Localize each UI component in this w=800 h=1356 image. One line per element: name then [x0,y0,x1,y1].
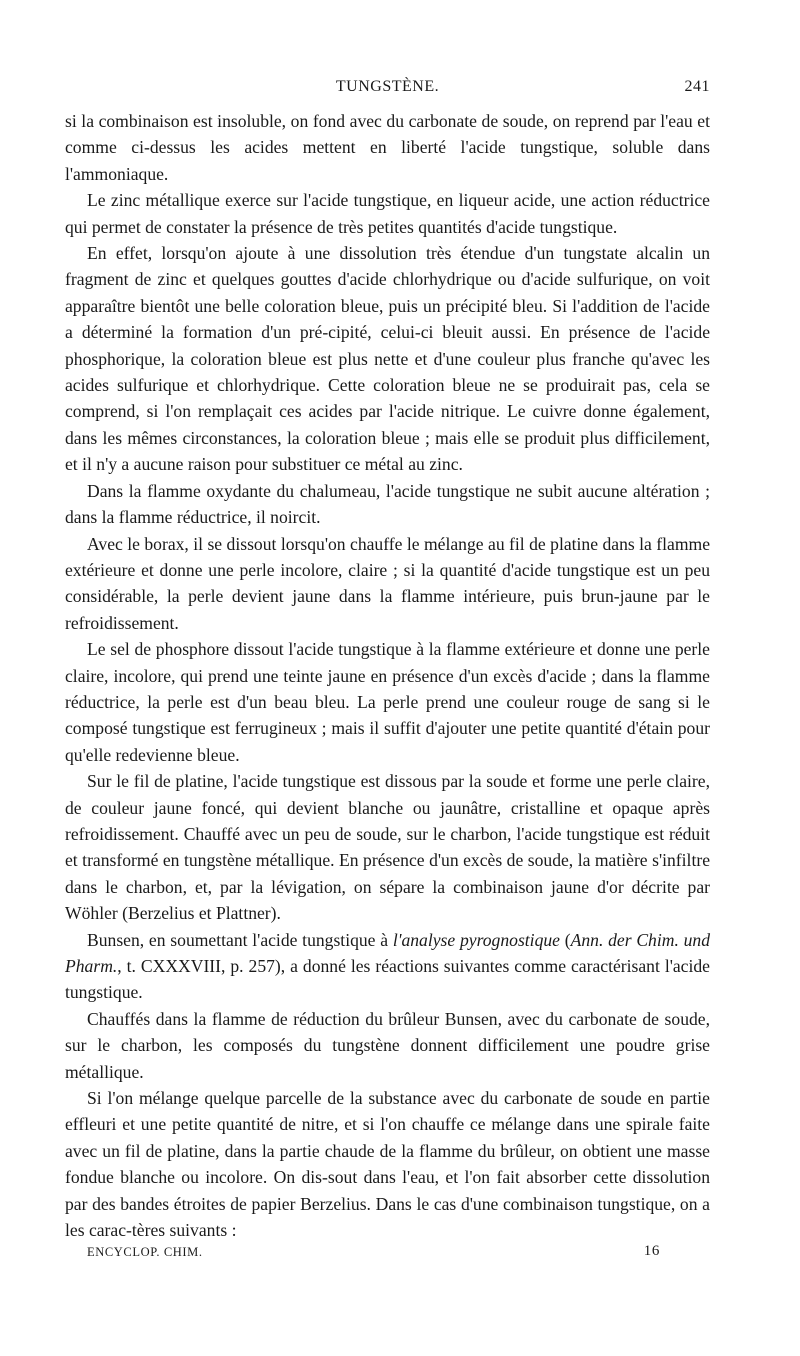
paragraph: si la combinaison est insoluble, on fond avec du carbonate de soude, on reprend par l'eau et comme ci-dessus les acides mettent en liberté l'acide tungstique, soluble dans l'ammoniaque. [65,111,710,184]
page-number: 241 [684,78,710,95]
paragraph: Dans la flamme oxydante du chalumeau, l'acide tungstique ne subit aucune altération ; dans la flamme réductrice, il noircit. [65,480,710,528]
body-text [65,108,710,1243]
paragraph: Si l'on mélange quelque parcelle de la substance avec du carbonate de soude en partie effleuri et une petite quantité de nitre, et si l'on chauffe ce mélange dans une spirale faite avec un fil de platine, dans la partie chaude de la flamme du brûleur, on obtient une masse fondue blanche ou incolore. On dis-sout dans l'eau, et l'on fait absorber cette dissolution par des bandes étroites de papier Berzelius. Dans le cas d'une combinaison tungstique, on a les carac-tères suivants : [65,1088,710,1241]
printer-signature: ENCYCLOP. CHIM. [87,1245,203,1260]
paragraph: Le sel de phosphore dissout l'acide tungstique à la flamme extérieure et donne une perle claire, incolore, qui prend une teinte jaune en présence d'un excès d'acide ; dans la flamme réductrice, la perle est d'un beau bleu. La perle prend une couleur rouge de sang si le composé tungstique est ferrugineux ; mais il suffit d'ajouter une petite quantité d'étain pour qu'elle redevienne bleue. [65,639,710,765]
text-run: , t. CXXXVIII, p. 257), a donné les réactions suivantes comme caractérisant l'acide tungstique. [65,956,710,1003]
running-title: TUNGSTÈNE. [335,78,440,95]
book-page [65,78,710,1265]
journal-citation: Ann. der Chim. und Pharm. [65,929,710,976]
text-run: Bunsen, en soumettant l'acide tungstique à [87,929,393,950]
page-header [65,78,710,104]
sheet-number: 16 [643,1243,660,1260]
page-footer [65,1243,710,1265]
paragraph: Avec le borax, il se dissout lorsqu'on chauffe le mélange au fil de platine dans la flamme extérieure et donne une perle incolore, claire ; si la quantité d'acide tungstique est un peu considérable, la perle devient jaune dans la flamme intérieure, puis brun-jaune par le refroidissement. [65,533,710,633]
italic-title: l'analyse pyrognostique [392,929,560,950]
paragraph: Le zinc métallique exerce sur l'acide tungstique, en liqueur acide, une action réductrice qui permet de constater la présence de très petites quantités d'acide tungstique. [65,190,710,237]
paragraph: En effet, lorsqu'on ajoute à une dissolution très étendue d'un tungstate alcalin un fragment de zinc et quelques gouttes d'acide chlorhydrique ou d'acide sulfurique, on voit apparaître bientôt une belle coloration bleue, puis un précipité bleu. Si l'addition de l'acide a déterminé la formation d'un pré-cipité, celui-ci bleuit aussi. En présence de l'acide phosphorique, la coloration bleue est plus nette et d'une couleur plus franche qu'avec les acides sulfurique et chlorhydrique. Cette coloration bleue ne se produirait pas, cela se comprend, si l'on remplaçait ces acides par l'acide nitrique. Le cuivre donne également, dans les mêmes circonstances, la coloration bleue ; mais elle se produit plus difficilement, et il n'y a aucune raison pour substituer ce métal au zinc. [65,243,710,475]
text-run: ( [559,929,571,950]
paragraph: Sur le fil de platine, l'acide tungstique est dissous par la soude et forme une perle claire, de couleur jaune foncé, qui devient blanche ou jaunâtre, cristalline et opaque après refroidissement. Chauffé avec un peu de soude, sur le charbon, l'acide tungstique est réduit et transformé en tungstène métallique. En présence d'un excès de soude, la matière s'infiltre dans le charbon, et, par la lévigation, on sépare la combinaison jaune d'or décrite par Wöhler (Berzelius et Plattner). [65,771,710,924]
paragraph: Chauffés dans la flamme de réduction du brûleur Bunsen, avec du carbonate de soude, sur le charbon, les composés du tungstène donnent difficilement une poudre grise métallique. [65,1008,710,1082]
bunsen-paragraph [65,927,710,1006]
